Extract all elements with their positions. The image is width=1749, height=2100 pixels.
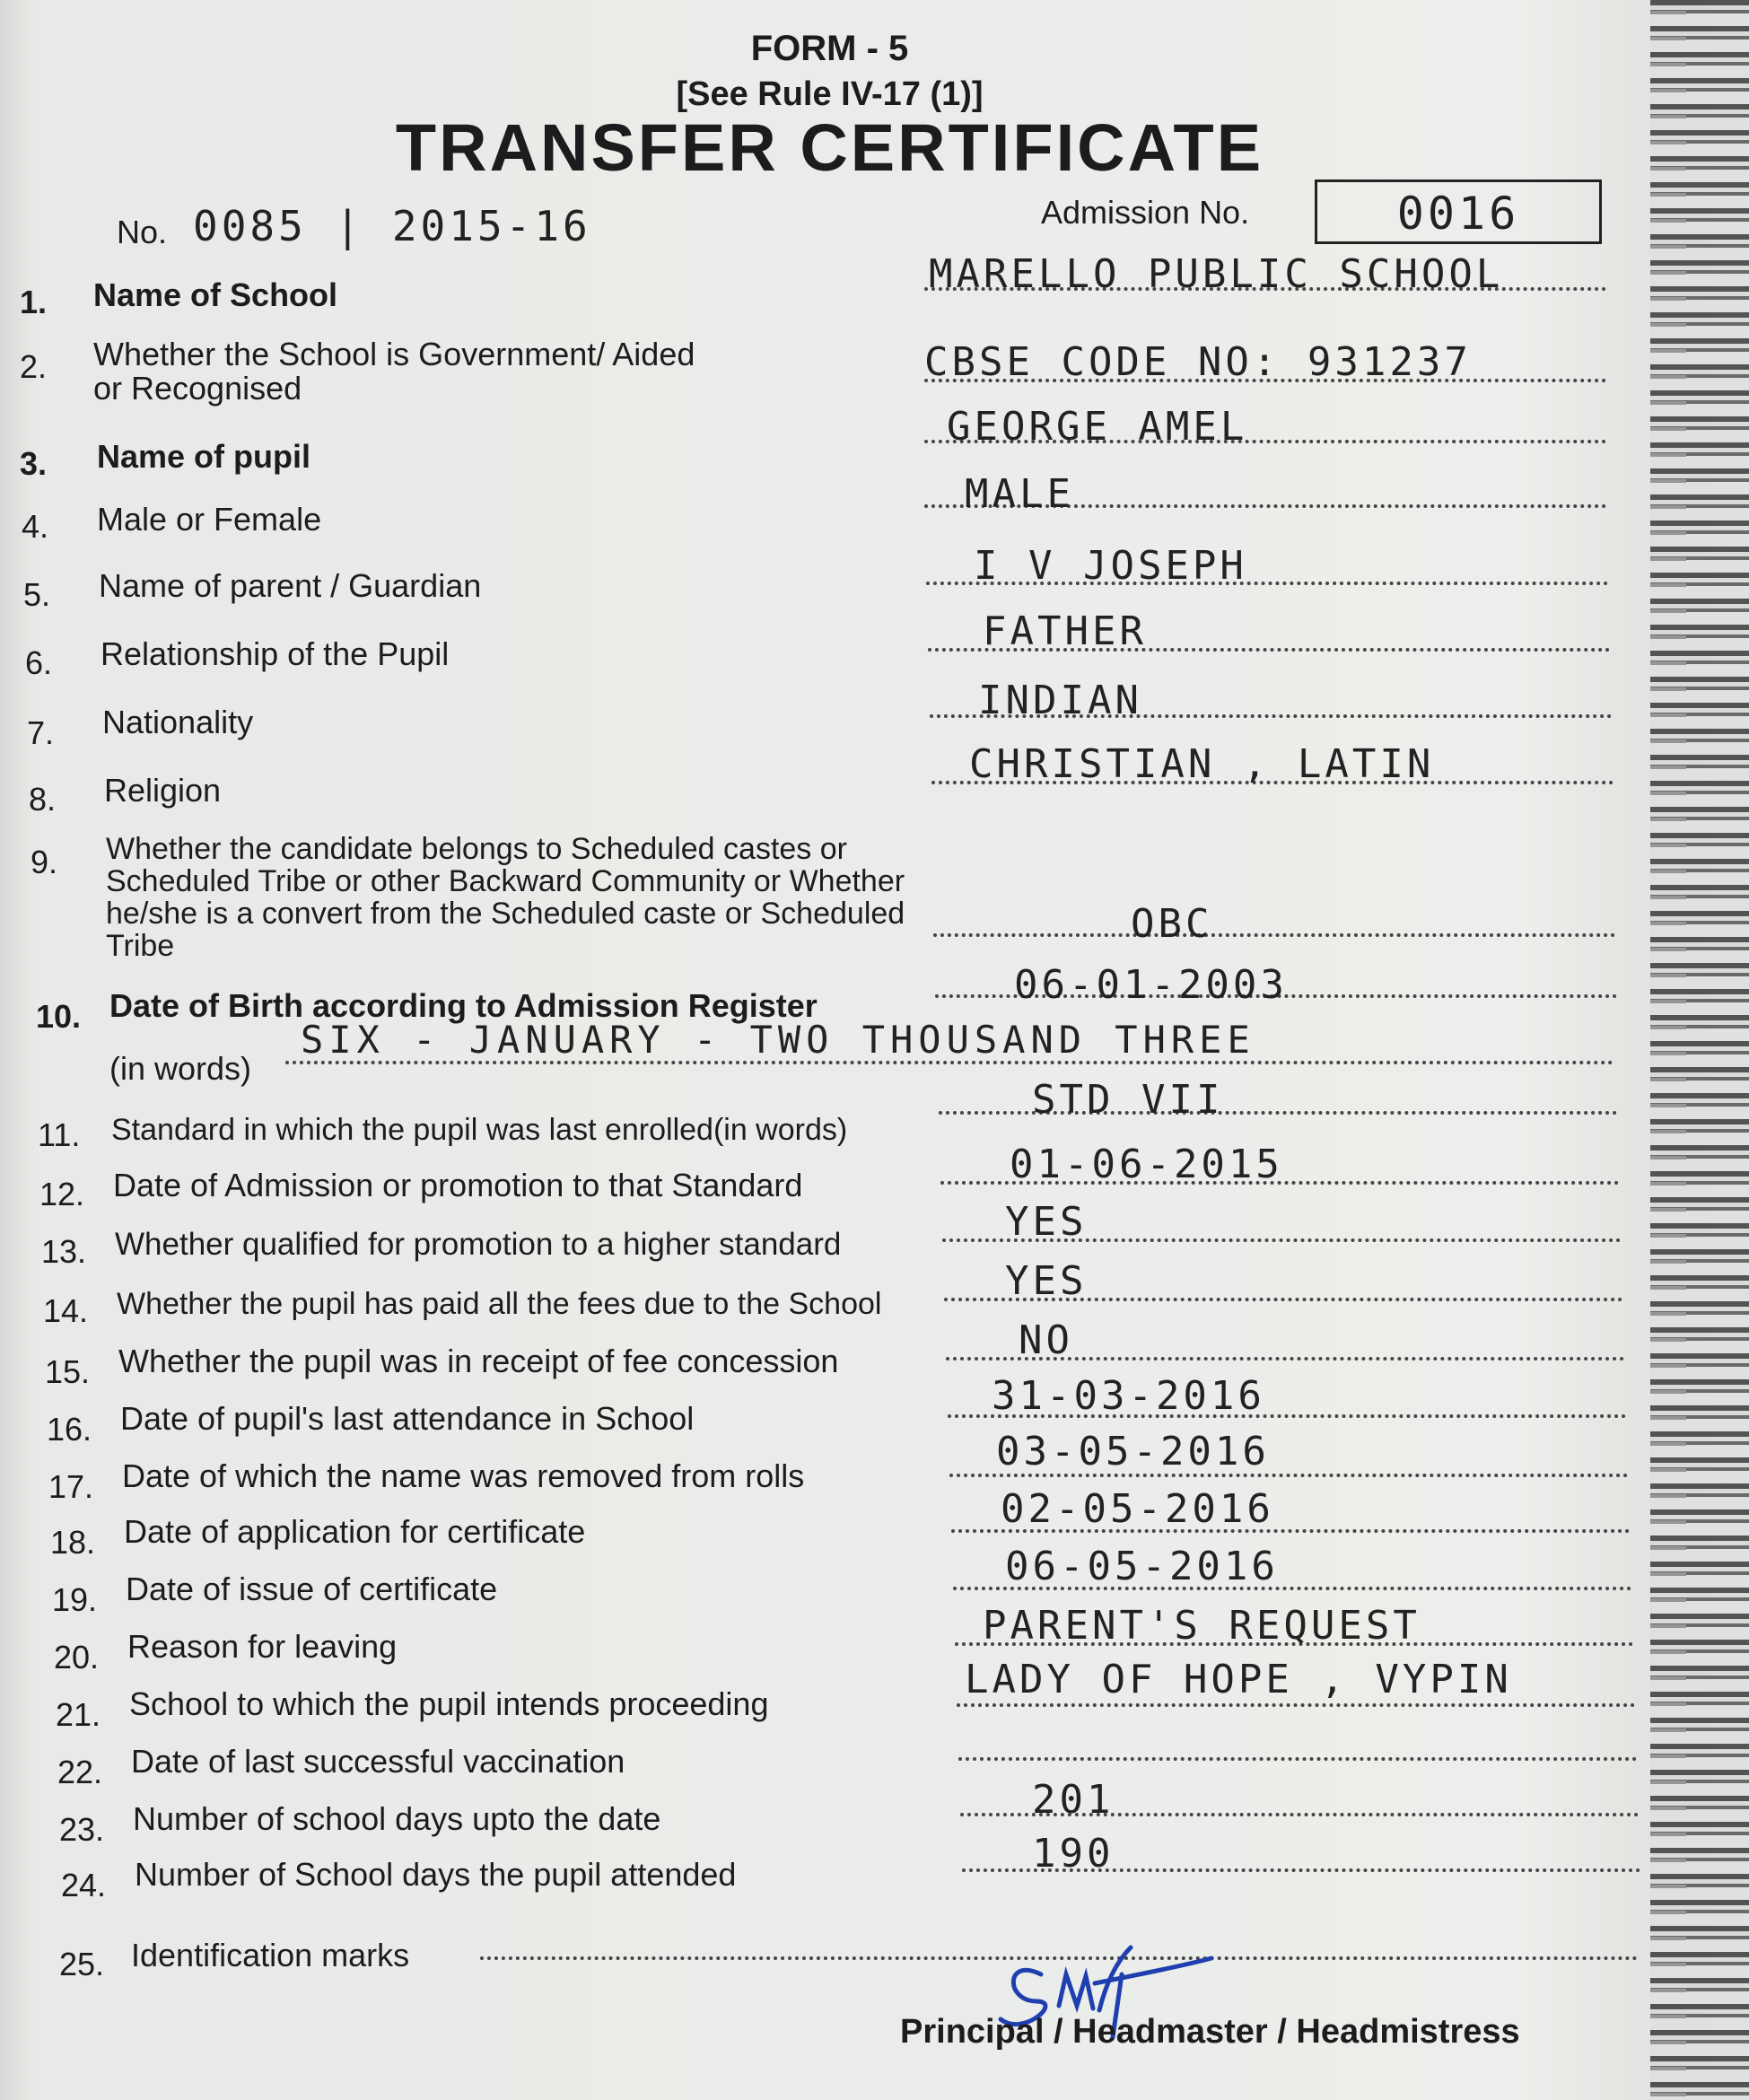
field-value: YES <box>1005 1199 1088 1245</box>
field-label: School to which the pupil intends proceeding <box>129 1685 769 1722</box>
field-number: 10. <box>36 998 82 1035</box>
field-number: 13. <box>41 1233 87 1270</box>
field-label: Date of Birth according to Admission Register <box>109 987 818 1024</box>
field-value: LADY OF HOPE , VYPIN <box>965 1657 1512 1702</box>
fill-line <box>933 933 1615 937</box>
certificate-title: TRANSFER CERTIFICATE <box>395 110 1264 185</box>
field-label: Name of School <box>93 276 338 313</box>
field-label: Male or Female <box>97 501 322 538</box>
field-value: MARELLO PUBLIC SCHOOL <box>929 251 1504 297</box>
field-value: FATHER <box>983 608 1147 654</box>
field-number: 15. <box>45 1353 91 1390</box>
field-label: Date of application for certificate <box>124 1513 586 1550</box>
admission-no-value: 0016 <box>1396 188 1520 240</box>
field-number: 17. <box>48 1468 94 1505</box>
field-value: 02-05-2016 <box>1001 1486 1274 1532</box>
admission-no-label: Admission No. <box>1041 194 1250 231</box>
field-label: Religion <box>104 772 222 809</box>
field-number: 6. <box>25 644 53 681</box>
field-label: Date of Admission or promotion to that Standard <box>113 1167 803 1203</box>
field-value: 03-05-2016 <box>996 1429 1270 1474</box>
field-value: INDIAN <box>978 678 1142 723</box>
field-label: Whether the School is Government/ Aided or Recognised <box>93 336 695 407</box>
rule-reference: [See Rule IV-17 (1)] <box>676 75 984 113</box>
fill-line <box>957 1703 1635 1707</box>
field-number: 5. <box>23 576 51 613</box>
field-number: 7. <box>27 714 55 751</box>
admission-no-box <box>1315 179 1602 244</box>
field-number: 22. <box>57 1754 103 1790</box>
field-value: 31-03-2016 <box>992 1373 1265 1419</box>
field-label: Whether qualified for promotion to a higher standard <box>115 1227 842 1262</box>
field-value: PARENT'S REQUEST <box>983 1603 1421 1649</box>
field-number: 2. <box>20 348 48 385</box>
field-value: I V JOSEPH <box>974 543 1247 589</box>
field-number: 9. <box>31 844 58 880</box>
field-number: 12. <box>39 1176 85 1212</box>
signatory-title: Principal / Headmaster / Headmistress <box>900 2013 1520 2051</box>
form-number: FORM - 5 <box>750 29 909 68</box>
field-value: 06-01-2003 <box>1014 962 1288 1008</box>
certificate-no-label: No. <box>117 214 168 250</box>
field-label: Whether the pupil has paid all the fees due to the School <box>117 1287 882 1321</box>
field-value: CBSE CODE NO: 931237 <box>924 339 1472 385</box>
field-label: Nationality <box>102 704 254 740</box>
field-value: 01-06-2015 <box>1010 1142 1283 1187</box>
field-number: 19. <box>52 1581 98 1618</box>
field-value: 06-05-2016 <box>1005 1544 1279 1589</box>
spiral-binding <box>1650 0 1749 2100</box>
field-number: 14. <box>43 1292 89 1329</box>
field-label: (in words) <box>109 1050 252 1087</box>
field-value: MALE <box>965 471 1074 517</box>
field-label: Reason for leaving <box>127 1628 398 1665</box>
field-value: STD VII <box>1032 1077 1224 1123</box>
field-number: 8. <box>29 781 57 818</box>
field-label: Name of parent / Guardian <box>99 567 482 604</box>
field-number: 23. <box>59 1811 105 1848</box>
field-label: Date of pupil's last attendance in School <box>120 1400 695 1437</box>
field-value: 190 <box>1032 1831 1115 1877</box>
field-label: Number of school days upto the date <box>133 1800 661 1837</box>
field-number: 4. <box>22 508 49 545</box>
field-label: Date of issue of certificate <box>126 1571 498 1607</box>
field-number: 25. <box>59 1946 105 1982</box>
field-label: Relationship of the Pupil <box>101 635 450 672</box>
field-value: 201 <box>1032 1777 1115 1823</box>
field-label: Standard in which the pupil was last enrolled(in words) <box>111 1113 848 1147</box>
fill-line <box>958 1757 1637 1761</box>
field-label: Date of which the name was removed from rolls <box>122 1457 805 1494</box>
field-number: 1. <box>20 284 48 320</box>
field-number: 3. <box>20 445 48 482</box>
field-label: Date of last successful vaccination <box>131 1743 625 1780</box>
field-value: GEORGE AMEL <box>947 404 1248 450</box>
certificate-no-value: 0085 | 2015-16 <box>193 202 591 250</box>
field-value: YES <box>1005 1258 1088 1304</box>
field-number: 11. <box>38 1116 81 1153</box>
field-value: NO <box>1019 1317 1073 1363</box>
field-label: Number of School days the pupil attended <box>135 1856 737 1893</box>
field-number: 18. <box>50 1524 96 1561</box>
field-value: SIX - JANUARY - TWO THOUSAND THREE <box>301 1018 1255 1062</box>
field-label: Identification marks <box>131 1937 410 1973</box>
field-label: Whether the pupil was in receipt of fee concession <box>118 1343 839 1379</box>
field-label: Whether the candidate belongs to Scheduled castes or Scheduled Tribe or other Backward Community or Whether he/she is a convert from the Scheduled caste or Scheduled Tribe <box>106 832 905 963</box>
field-number: 20. <box>54 1639 100 1676</box>
field-value: CHRISTIAN , LATIN <box>969 741 1435 787</box>
field-value: OBC <box>1131 901 1213 947</box>
field-number: 24. <box>61 1867 107 1903</box>
field-number: 16. <box>47 1411 92 1448</box>
field-number: 21. <box>56 1696 101 1733</box>
field-label: Name of pupil <box>97 438 311 475</box>
